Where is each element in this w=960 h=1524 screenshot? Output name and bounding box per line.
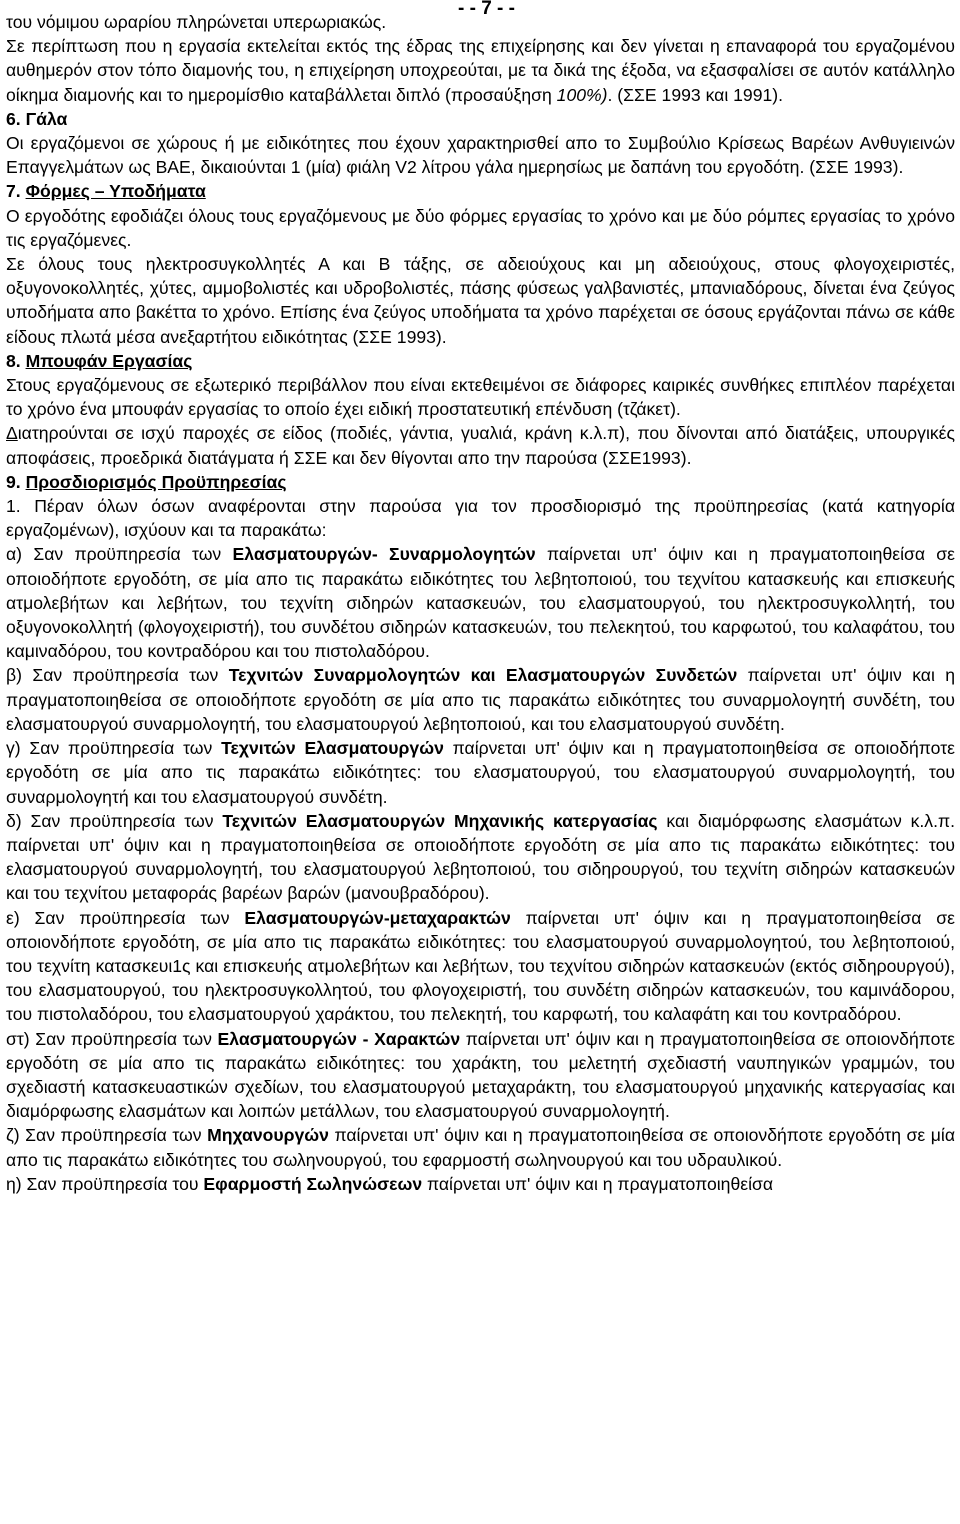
- prior-service-item-d: δ) Σαν προϋπηρεσία των Τεχνιτών Ελασματουργών Μηχανικής κατεργασίας και διαμόρφωσης ελασμάτων κ.λ.π. παίρνεται υπ' όψιν και η πραγματοποιηθείσα σε οποιοδήποτε εργοδότη σε μία απο τις παρακάτω ειδικότητες: του ελασματουργού συναρμολογητή, του ελασματουργού λεβητοποιού, του σιδηρουργού, του τεχνίτη σιδηρών κατασκευών και του τεχνίτου μεταφοράς βαρέων βαρών (μανουβραδόρου).: [6, 810, 955, 904]
- prior-service-item-st: στ) Σαν προϋπηρεσία των Ελασματουργών - Χαρακτών παίρνεται υπ' όψιν και η πραγματοποιηθείσα σε οποιονδήποτε εργοδότη σε μία απο τις παρακάτω ειδικότητες: του χαράκτη, του μελετητή σχεδιαστή ναυπηγικών γραμμών, του σχεδιαστή κατασκευαστικών σχεδίων, του ελασματουργού μεταχαράκτη, του ελασματουργού μηχανικής κατεργασίας και διαμόρφωσης ελασμάτων και λοιπών μετάλλων, του ελασματουργού συναρμολογητή.: [6, 1028, 955, 1122]
- heading-uniforms: 7. Φόρμες – Υποδήματα: [6, 181, 206, 202]
- document-page: [6, 0, 955, 1196]
- heading-jacket: 8. Μπουφάν Εργασίας: [6, 350, 193, 371]
- prior-service-item-b: β) Σαν προϋπηρεσία των Τεχνιτών Συναρμολογητών και Ελασματουργών Συνδετών παίρνεται υπ' όψιν και η πραγματοποιηθείσα σε οποιοδήποτε εργοδότη σε μία απο τις παρακάτω ειδικότητες του συναρμολογητή συνδέτη, του ελασματουργού συναρμολογητή, του ελασματουργού λεβητοποιού, και του ελασματουργού συνδέτη.: [6, 665, 955, 734]
- prior-service-item-e: ε) Σαν προϋπηρεσία των Ελασματουργών-μεταχαρακτών παίρνεται υπ' όψιν και η πραγματοποιηθείσα σε οποιονδήποτε εργοδότη, σε μία απο τις παρακάτω ειδικότητες: του ελασματουργού συναρμολογητού, του λεβητοποιού, του τεχνίτη κατασκευι1ς και επισκευής ατμολεβήτων και λεβήτων, του τεχνίτου σιδηρών κατασκευών (εκτός σιδηρουργού), του ελασματουργού, του ηλεκτροσυγκολλητού, του φλογοχειριστή, του συνδέτη σιδηρών κατασκευών, του καμινάδορου, του πιστολαδόρου, του ελασματουργού χαράκτου, του πελεκητή, του καρφωτή, του καλαφάτη και του κοντραδόρου.: [6, 907, 955, 1025]
- paragraph-uniforms-1: Ο εργοδότης εφοδιάζει όλους τους εργαζόμενους με δύο φόρμες εργασίας το χρόνο και με δύο ρόμπες εργασίας το χρόνο τις εργαζόμενες.: [6, 205, 955, 250]
- paragraph-prior-service-intro: 1. Πέραν όλων όσων αναφέρονται στην παρούσα για τον προσδιορισμό της προϋπηρεσίας (κατά κατηγορία εργαζομένων), ισχύουν και τα παρακάτω:: [6, 496, 955, 541]
- paragraph-overtime: του νόμιμου ωραρίου πληρώνεται υπερωριακώς.: [6, 12, 387, 32]
- paragraph-accommodation: Σε περίπτωση που η εργασία εκτελείται εκτός της έδρας της επιχείρησης και δεν γίνεται η επαναφορά του εργαζομένου αυθημερόν στον τόπο διαμονής του, η επιχείρηση υποχρεούται, με τα δικά της έξοδα, να εξασφαλίσει σε αυτόν κατάλληλο οίκημα διαμονής και το ημερομίσθιο καταβάλλεται διπλό (προσαύξηση 100%). (ΣΣΕ 1993 και 1991).: [6, 36, 955, 105]
- paragraph-jacket-2: Διατηρούνται σε ισχύ παροχές σε είδος (ποδιές, γάντια, γυαλιά, κράνη κ.λ.π), που δίνονται από διατάξεις, υπουργικές αποφάσεις, προεδρικά διατάγματα ή ΣΣΕ και δεν θίγονται απο την παρούσα (ΣΣΕ1993).: [6, 423, 955, 468]
- paragraph-jacket-1: Στους εργαζόμενους σε εξωτερικό περιβάλλον που είναι εκτεθειμένοι σε διάφορες καιρικές συνθήκες επιπλέον παρέχεται το χρόνο ένα μπουφάν εργασίας το οποίο έχει ειδική προστατευτική επένδυση (τζάκετ).: [6, 375, 955, 420]
- prior-service-item-h: η) Σαν προϋπηρεσία του Εφαρμοστή Σωληνώσεων παίρνεται υπ' όψιν και η πραγματοποιηθείσα: [6, 1173, 774, 1194]
- heading-prior-service: 9. Προσδιορισμός Προϋπηρεσίας: [6, 471, 287, 492]
- prior-service-item-c: γ) Σαν προϋπηρεσία των Τεχνιτών Ελασματουργών παίρνεται υπ' όψιν και η πραγματοποιηθείσα σε οποιοδήποτε εργοδότη σε μία απο τις παρακάτω ειδικότητες: του ελασματουργού, του ελασματουργού συναρμολογητή, του συναρμολογητή και του ελασματουργού συνδέτη.: [6, 738, 955, 807]
- heading-milk: 6. Γάλα: [6, 108, 68, 129]
- prior-service-item-a: α) Σαν προϋπηρεσία των Ελασματουργών- Συναρμολογητών παίρνεται υπ' όψιν και η πραγματοποιηθείσα σε οποιοδήποτε εργοδότη, σε μία απο τις παρακάτω ειδικότητες του λεβητοποιού, του τεχνίτου κατασκευής και επισκευής ατμολεβήτων και λεβήτων, του τεχνίτη σιδηρών κατασκευών, του ελασματουργού, του ηλεκτροσυγκολλητή, του οξυγονοκολλητή (φλογοχειριστή), του συνδέτου σιδηρών κατασκευών, του πελεκητού, του καρφωτού, του καλαφάτου, του καμιναδόρου, του κοντραδόρου και του πιστολαδόρου.: [6, 544, 955, 662]
- prior-service-item-z: ζ) Σαν προϋπηρεσία των Μηχανουργών παίρνεται υπ' όψιν και η πραγματοποιηθείσα σε οποιονδήποτε εργοδότη σε μία απο τις παρακάτω ειδικότητες του σωληνουργού, του εφαρμοστή σωληνουργού και του υδραυλικού.: [6, 1125, 956, 1170]
- paragraph-milk: Οι εργαζόμενοι σε χώρους ή με ειδικότητες που έχουν χαρακτηρισθεί απο το Συμβούλιο Κρίσεως Βαρέων Ανθυγιεινών Επαγγελμάτων ως ΒΑΕ, δικαιούνται 1 (μία) φιάλη V2 λίτρου γάλα ημερησίως με δαπάνη του εργοδότη. (ΣΣΕ 1993).: [6, 133, 955, 178]
- paragraph-uniforms-2: Σε όλους τους ηλεκτροσυγκολλητές Α και Β τάξης, σε αδειούχους και μη αδειούχους, στους φλογοχειριστές, οξυγονοκολλητές, χύτες, αμμοβολιστές και υδροβολιστές, πάσης φύσεως γαλβανιστές, μπανιαδόρους, δίνεται ένα ζεύγος υποδήματα απο βακέττα το χρόνο. Επίσης ένα ζεύγος υποδήματα τα χρόνο παρέχεται σε όσους εργάζονται πάνω σε κάθε είδους πλωτά μέσα ανεξαρτήτου ειδικότητας (ΣΣΕ 1993).: [6, 254, 955, 347]
- page-number: - - 7 - -: [458, 0, 515, 19]
